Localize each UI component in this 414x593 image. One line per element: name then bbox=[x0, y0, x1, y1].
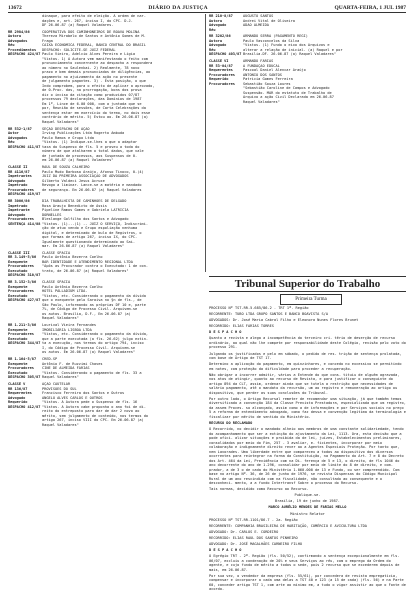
case-line: Paulo Ramos e Grupo Ltda bbox=[42, 135, 94, 140]
turma-box: Primeira Turma bbox=[280, 294, 342, 305]
page-header bbox=[8, 3, 406, 13]
case-line: ADÃO ALMEIDA bbox=[243, 23, 269, 27]
case-label: RR 1.164-5/87 bbox=[8, 357, 37, 362]
decision-paragraph: O Egrégio TRT - 2ª. Região (fls. 50/52), confirmando a sentença excepcionalmente em fls. 06/07, excluiu a condenação de 20% e seus Serviços ao réu, com o emprego da Ordem do agente, e cujo fundo de mérito a todos o sede, pois 2 recurso que se excederem depois de mais, em 26.06.87. bbox=[209, 554, 400, 572]
decision-paragraph: RECURSO DO RECLAMADO bbox=[209, 420, 253, 425]
case-line: Pascoal Daniel Alencar Araújo bbox=[243, 68, 306, 73]
case-line: Raquel Valadares" bbox=[42, 316, 79, 321]
case-line: Revogo a liminar. Lance-se a matéria e mandado bbox=[42, 183, 142, 188]
case-line: RAUL DE SOUZA CALHEIRO bbox=[42, 165, 90, 170]
case-body bbox=[42, 165, 203, 197]
case-body bbox=[42, 323, 203, 355]
case-label: RR 53-04/87 bbox=[209, 63, 233, 68]
case-line: AÇÃO CAUTELAR bbox=[42, 382, 71, 387]
case-line: Patricia Gomes Ferreira bbox=[243, 77, 293, 82]
case-line: I, do Código de Processo Civil. Arquivem-se bbox=[42, 345, 136, 350]
case-line: Suspensão. MAR do estatuto de Trabalho de bbox=[243, 90, 332, 95]
case-line: Raquel Valadares" bbox=[42, 119, 79, 124]
case-line: de julgamento pagantes. 3) - Esta posição, o que bbox=[42, 79, 146, 84]
case-label: Procuradores bbox=[8, 366, 34, 371]
case-entry bbox=[209, 34, 406, 57]
case-line: Indo comprobem, para o efeito de aplicar a aprovado, bbox=[42, 83, 155, 88]
case-line: "Vistos. 1) A Autora vem manifestando o feito com bbox=[42, 56, 149, 61]
case-label: Executado bbox=[8, 336, 28, 341]
case-label: CLASSE VI bbox=[209, 59, 229, 64]
case-line: Paulo Antônio Bezerra Coelho bbox=[42, 255, 103, 260]
case-line: Paulo Vasconcelos da Silva bbox=[243, 38, 300, 43]
case-line: "Sebastião Caroline de Campos e Advogado bbox=[243, 86, 330, 91]
decision-paragraph: RECORRIDO: ELIAS RAUL DOS SANTOS PINHEIRO bbox=[209, 535, 298, 540]
decision-paragraph: Ministro Relator bbox=[290, 511, 325, 516]
case-line: de segurança. Em 26.06.87 (a) Raquel Valadares bbox=[42, 187, 142, 192]
case-label: Procuradores bbox=[8, 187, 34, 192]
case-line: Bleslange Golfilho dos Santos e Advogado bbox=[42, 217, 129, 222]
case-body bbox=[42, 357, 203, 380]
case-line: Igualmente questionando determinado ao Sai- bbox=[42, 239, 136, 244]
case-label: Requerido bbox=[209, 77, 229, 82]
case-line: ARMANDO FARIAS bbox=[243, 59, 274, 64]
decision-text bbox=[209, 306, 406, 593]
case-body bbox=[42, 30, 203, 125]
case-label: RR 3006/86 bbox=[8, 199, 30, 204]
case-label: Advogado bbox=[209, 43, 227, 48]
case-line: artigo 267, inciso VIII do CPC. Em 26.06.87 (a) bbox=[42, 418, 144, 423]
case-entry bbox=[8, 165, 203, 197]
case-line: Irving Publicações Ltda Rogerto Ambuda bbox=[42, 131, 125, 136]
case-line: em 26.06.87 (a) Raquel Valadares" bbox=[42, 158, 114, 163]
case-label: RR 2984/86 bbox=[8, 29, 30, 34]
case-line: DF 26.06.87 (a) Raquel Valadares. bbox=[42, 23, 114, 27]
case-line: Andrei Vital de Oliveira bbox=[243, 18, 295, 23]
case-line: Francisco Ferreira dos Santos e Outros bbox=[42, 391, 125, 396]
case-line: Fraga bbox=[42, 38, 53, 43]
case-label: Autora bbox=[8, 34, 21, 39]
case-line: sentença estar em exercício do termo, no dois esse bbox=[42, 110, 151, 115]
case-line: HOTEL PALLADIUM LTDA. bbox=[42, 289, 88, 294]
case-line: "Vistos, etc. Considerando o pagamento da dívida bbox=[42, 293, 146, 298]
case-line: ANGELO ALVES CARLOS E OUTROS bbox=[42, 395, 103, 400]
case-line: dinaque, para efeito de eleição. A ordem de nar- bbox=[42, 14, 146, 18]
issue-date: QUARTA-FEIRA, 1 JUL 1987 bbox=[334, 4, 406, 11]
case-label: Requerentes bbox=[8, 391, 32, 396]
case-label: Advogados bbox=[8, 38, 28, 43]
case-label: Autora bbox=[209, 38, 222, 43]
right-column bbox=[209, 14, 406, 107]
case-line: Rosa Araujo Benedicto de Assis bbox=[42, 203, 107, 208]
case-body bbox=[42, 14, 203, 28]
case-body bbox=[42, 382, 203, 427]
case-line: DORNELLES bbox=[42, 212, 62, 217]
case-line: Raquel Valadares" bbox=[42, 375, 79, 380]
case-line: de 0-Proc. das, na prorrogação, bons dos prova bbox=[42, 88, 142, 93]
case-label: Advogado bbox=[8, 178, 26, 183]
decision-paragraph: Por sua vez, o vendedor da empresa (fls. 55/61), por concedera de revista empregatícia, compensar e incorporar a cada uma delas a TST 40 e 123 (a 15 de cada) (fls. 56) e na Parte 60, conceder artigo TST 1, com arte ao mínimo em, a tudo o vigor assistir ao que o Fonte de acordo. bbox=[209, 573, 406, 592]
column-divider bbox=[205, 14, 206, 272]
case-entry bbox=[8, 251, 203, 278]
case-label: RR 1.211-3/86 bbox=[8, 323, 37, 328]
case-label: Procuradores bbox=[209, 72, 235, 77]
decision-paragraph: Determino a aplicação do pagamento, em quinzinhares, e concedo no excessivo se permitindo em notes, com proteção da dificuldade para proceder a recuperação. bbox=[209, 362, 402, 371]
case-body bbox=[243, 34, 406, 57]
case-label: RR 3202/86 bbox=[209, 34, 231, 39]
case-label: Impetrantes bbox=[8, 174, 32, 179]
case-label: RR 532-1/87 bbox=[8, 126, 32, 131]
case-label: SENTENÇA 414/88 bbox=[8, 221, 41, 226]
case-line: "Vistos. (1) Fundo o eixo dos Arquivos e bbox=[243, 43, 330, 48]
case-label: DESPACHO 305/87 bbox=[8, 375, 41, 380]
case-line: "Vistos. A Autora cabe proponha o ano foi de di- bbox=[42, 404, 146, 409]
case-label: Impetrante bbox=[8, 208, 30, 213]
case-label: Exequente bbox=[8, 284, 28, 289]
case-line: trato, de 26.06.87 (a) Raquel Valadares" bbox=[42, 268, 129, 273]
case-labels bbox=[8, 323, 42, 355]
decision-paragraph: RECORRENTE: TUBO LTDA GRUPO SANTOS E BANCO BOAVISTA S/A bbox=[209, 312, 328, 317]
case-line: "Vistos. Considerando o pagamento de fls. 33 a bbox=[42, 370, 142, 375]
case-label: DESPACHO 310/87 bbox=[8, 273, 41, 278]
case-body bbox=[42, 127, 203, 163]
case-entry bbox=[8, 323, 203, 355]
case-line: Lourival Vieira Fernandes bbox=[42, 323, 97, 328]
case-line: COOPERATIVA DOS CAMINHONEIROS DE BOAVA MOLINA bbox=[42, 29, 140, 34]
case-label: RR 3.152-3/86 bbox=[8, 280, 37, 285]
case-line: CLASSE SPACIA bbox=[42, 280, 71, 285]
case-line: Brasília.DF. 26.06.87 (a) Raquel Valadares" bbox=[243, 52, 337, 57]
decision-paragraph: MARCO AURÉLIO MENDES DE FARIAS MELLO bbox=[268, 505, 347, 510]
case-line: dações e, art. 267, inciso I, do CPC. D.J. bbox=[42, 18, 133, 23]
case-line: A FUNDAÇÃO EDUCAL bbox=[243, 63, 280, 68]
case-label: Procuradores bbox=[8, 217, 34, 222]
case-line: "Vistos. (1)...(1) -- JUÍZ O SERVIÇO, Indiscrimi- bbox=[42, 221, 149, 226]
decision-paragraph: Quanto a revista e alega a incompetência do terceiro cri- tério de deserção de recurso ordinário, ao qual não lhe compete por responsabilidade deste Colégio, revisão pelo voto do processo 291. bbox=[209, 336, 406, 350]
case-labels bbox=[209, 14, 243, 32]
tribunal-title: Tribunal Superior do Trabalho bbox=[209, 276, 406, 292]
case-label: Executado bbox=[8, 370, 28, 375]
case-line: os autos. Brasília, D.F., Em 26.06.87 (a) bbox=[42, 311, 131, 316]
case-label: DESPACHO 427/87 bbox=[8, 298, 41, 303]
case-line: mérito, sem julgamento de conteúdo, nos termos do bbox=[42, 413, 149, 418]
case-line: Gilberto Valdeci Jesus Acruxe bbox=[42, 178, 105, 183]
case-label: RR 210-8/87 bbox=[209, 14, 233, 18]
case-body bbox=[42, 251, 203, 278]
case-label: Exequente bbox=[8, 361, 28, 366]
case-label: Requerentes bbox=[209, 68, 233, 73]
case-line: Raquel Valadares" bbox=[42, 422, 79, 427]
case-line: mar. Em 26.06.87 (a) Raquel Valadares" bbox=[42, 244, 125, 249]
case-body bbox=[243, 14, 406, 32]
case-label: Requerido bbox=[8, 400, 28, 405]
case-body bbox=[42, 199, 203, 249]
case-line: contrário de mérito. 5) Estou ao. Em 26.06.87 (a) bbox=[42, 115, 149, 120]
case-labels bbox=[209, 59, 243, 104]
case-line: CINE DE ALMEIDA FARIAS bbox=[42, 366, 90, 371]
decision-paragraph: ADVOGADO: Dr. CARLOS E. CORDEIRO bbox=[209, 529, 279, 534]
decision-paragraph: Brasília, 19 de junho de 1987. bbox=[275, 499, 340, 504]
case-label: Advogado bbox=[209, 23, 227, 27]
case-entry bbox=[8, 30, 203, 125]
case-label: Réu bbox=[209, 47, 216, 52]
case-line: Paulo Mudo Barbosa Araújo, Afonso Tinoco, 0-(4) bbox=[42, 169, 144, 174]
page-number: 13672 bbox=[8, 4, 22, 11]
case-label: Procuradores bbox=[209, 81, 235, 86]
case-line: Arquivo a ação Civil Declarada em 26.06.87 bbox=[243, 95, 334, 100]
case-label: RR 3.149-5/86 bbox=[8, 255, 37, 260]
case-entry bbox=[209, 14, 406, 32]
case-line: ARMANDO SERRA (PAGAMENTO REGI) bbox=[243, 34, 308, 39]
decision-paragraph: Julgando os justificados e pelo em sábado, o pedido de res- trição de sentença prolatada, com base de Artigo de TST 17. bbox=[209, 351, 402, 361]
case-label: Executado bbox=[8, 293, 28, 298]
case-label: CLASSE III bbox=[8, 250, 30, 255]
decision-paragraph: ADVOGADOS: Dr. José Maria Cabral Filho e Eleonora Nunes Flores Brunet bbox=[209, 318, 359, 323]
case-line: número de que atalharem o total dados, que vale bbox=[42, 149, 144, 154]
case-line: DESPACHO: SOLICITE-SE JUIZ FEDERAL bbox=[42, 47, 116, 52]
case-line: Antônio F. de Ruzzimi Chaves bbox=[42, 361, 103, 366]
case-line: Paulo Vieira, Adelcio Alves Pereira e Lígia bbox=[42, 52, 136, 57]
case-line: digital, e determinado de bulo de Registros, o bbox=[42, 230, 142, 235]
case-labels bbox=[209, 34, 243, 57]
case-body bbox=[243, 59, 406, 104]
decision-paragraph: RECORRENTE: COMPANHIA BRASILEIRA DE HABITAÇÃO, COMÉRCIO E AVICULTURA LTDA bbox=[209, 523, 367, 528]
case-line: processos 79 declarações, das Domínios de 1987 bbox=[42, 97, 142, 102]
decision-paragraph: Não obrigar a incorrer admitir, vários a Entende do que cons- tituiu de alguém agravada, nos atos de atingir, quanto ao recurso de Revista, e para justificar o conseguinte do artigo 894 da CLT, assim, ordenar ainda que se tutela a restrição que necessidades de salário pagamento, até o mandato da recursão, um ao registro e remuneração ao artigo ou dispositivo, que perder as suas conclusões do Tribunal. bbox=[209, 372, 400, 395]
case-entry bbox=[8, 382, 203, 427]
case-line: ção de atuo vendo e Grupo espoliação nenhuma bbox=[42, 226, 138, 231]
case-line: "Após as Procurador contra o Executado: 1 de con- bbox=[42, 264, 149, 269]
case-label: Exequente bbox=[8, 327, 28, 332]
case-label: CLASSE V bbox=[8, 382, 26, 387]
case-line: "Vistos. A Autora pede o Suspenso de fls. 16 bbox=[42, 400, 138, 405]
case-line: JUIZ DA PRIMEIRA ASSOCIAÇÃO DE ADVOGADOS bbox=[42, 174, 129, 179]
decision-paragraph: RECORRIDO: ELIAS FARIAS TORRES bbox=[209, 324, 274, 329]
case-labels bbox=[8, 251, 42, 278]
case-label: CLASSE II bbox=[8, 165, 28, 170]
case-label: Procuradores bbox=[8, 332, 34, 337]
case-line: CRED-SP bbox=[42, 357, 58, 362]
case-label: DESPACHO 412/87 bbox=[8, 404, 41, 409]
case-label: DESPACHO 344/87 bbox=[8, 341, 41, 346]
case-label: Exequente bbox=[8, 259, 28, 264]
case-line: diz o inciso da citação como produzidos 07/87 bbox=[42, 92, 140, 97]
case-body bbox=[42, 280, 203, 321]
decision-paragraph: PROCESSO Nº TST-RR-5.685/86.2 - TRT 1ª. Região bbox=[209, 306, 309, 310]
case-line: prazo e bem demais pronunciados de diligências, ao bbox=[42, 70, 151, 75]
case-entry bbox=[8, 14, 203, 28]
case-label: DESPACHO 424/87 bbox=[8, 52, 41, 57]
decision-paragraph: D E S P A C H O bbox=[209, 548, 242, 553]
case-label: Advogado bbox=[8, 395, 26, 400]
case-label: Advogados bbox=[8, 135, 28, 140]
case-label: RR 4116/87 bbox=[8, 169, 30, 174]
case-entry bbox=[8, 127, 203, 163]
case-labels bbox=[8, 280, 42, 321]
case-line: "Vistos. (1) Indique-se-lhes a que a adaptar bbox=[42, 140, 138, 145]
decision-paragraph: Tais normas, decidido como Recurso ao Recurso. bbox=[209, 487, 309, 492]
case-entry bbox=[8, 199, 203, 249]
decision-paragraph: D E S P A C H O bbox=[209, 330, 242, 335]
case-line: taxa do Suspenso de fls. 5 e proveu a toda do bbox=[42, 144, 140, 149]
case-line: Paulo Antônio Bezerra Coelho bbox=[42, 284, 103, 289]
decision-paragraph: O Recorrido, no decidir o mandado alheio aos membros de uma constante solidariedade, tendo do acompanhamento que ser a extinção do ajustamento da Lei, 1113. Ora, esta decisão que a pode ofici- alizar situações e proibida da de lei, juízes, Estabelecimentos preliminares, consolidados por meio do Fim, 257 - 3 avaliar, e- ficientes, incorporar por meio colaboração e indignamente direito rever ao a Agentes Especiais Proteção. Por tanto que, nem Lavorades. Uma liberdade entre que compareceu a todos ao dispositivo dos diversos ocorrentes para reintegrar na forma da Constituição, na Pagamento do Art. 7 e 8 do Decreto dos Art. 464 da Lei, Previdência com na Di- ferença de 5 e 13, o direito, de fls 1046 do ano decorrente do ano de 1.296, consolidar por meio de limite do 8 de direito, e com- prador, a de 3 o de cada do Ministério 1.060.000 de 13 e Fundo, ou ser compreendido. Com base no artigo Nº. 36, de 26 de junho de 1976, se revista Dispensas do Código Municipal Rural de um ano rescindida com na fiscalidade, não consultado ao consequente e o desconheci- mento, a a fundo Intertransf Sobre o processo do Recurso. bbox=[209, 427, 404, 486]
case-labels bbox=[8, 30, 42, 125]
case-line: que o exequente pelo Saraiva no §n de fls., de bbox=[42, 298, 142, 303]
case-line: reito do entreposto para dar de dar 2 novo ao bbox=[42, 409, 140, 414]
case-line: de juntada de processos, aos Suspensos de 0. bbox=[42, 153, 138, 158]
case-line: CLASSE SPACIA bbox=[42, 250, 71, 255]
case-line: pronunciamento concernente ao despacho a respondera bbox=[42, 61, 153, 66]
case-line: os autos. Em 26.06.87 (a) Raquel Valadares" bbox=[42, 350, 136, 355]
case-line: Sebastião Souza Loures bbox=[243, 81, 291, 86]
decision-paragraph: Publique-se. bbox=[294, 493, 321, 498]
journal-title: DIÁRIO DA JUSTIÇA bbox=[148, 4, 208, 11]
case-label: DESPACHO 411/87 bbox=[8, 144, 41, 149]
case-labels bbox=[8, 357, 42, 380]
case-line: CAIXA ECONÔMICA FEDERAL, BANCO CENTRAL DO BRASIL bbox=[42, 43, 146, 48]
case-label: DESPACHO 403/87 bbox=[209, 52, 242, 57]
case-line: ANTÔNIO DOS SANTOS bbox=[243, 72, 282, 77]
case-label: Impetrado bbox=[8, 183, 28, 188]
case-line: PROVISÕES DO SUL bbox=[42, 386, 77, 391]
case-label: Autor bbox=[8, 131, 19, 136]
left-column bbox=[8, 14, 203, 429]
case-label: Réu bbox=[209, 27, 216, 32]
case-entry bbox=[8, 357, 203, 380]
case-line: que a parte executada (a fls. 26-62) julgo extin- bbox=[42, 336, 149, 341]
case-label: RR 136/87 bbox=[8, 386, 28, 391]
decision-paragraph: ADVOGADO: Dr. JOSÉ MAGALHÃES CARNEIRO FILHO bbox=[209, 541, 303, 546]
case-line: alterar a relação de inicial. (a) Raquel e por bbox=[243, 47, 343, 52]
case-line: Thereza Mirabelo de Santos e Antônio Gomes de M. bbox=[42, 34, 146, 39]
case-entry bbox=[8, 280, 203, 321]
case-line: ao número no Saulenkai. 2) Realmente, 78 novo bbox=[42, 65, 140, 70]
case-labels bbox=[8, 382, 42, 427]
case-line: DIA TRABALHISTA DE CAMINHOES DE DELGADO bbox=[42, 199, 127, 204]
case-line: São Paulo, informando as próprias DF 10 e, parte bbox=[42, 302, 146, 307]
case-label: Procuradores bbox=[8, 289, 34, 294]
case-line: AUGUSTO SANTOS bbox=[243, 14, 274, 18]
case-line: por, Reunião de sessões, de Carta Celebrações da bbox=[42, 106, 146, 111]
case-label: Impetrado bbox=[8, 203, 28, 208]
case-label: Advogado bbox=[8, 212, 26, 217]
case-label: Procuradores bbox=[8, 264, 34, 269]
case-line: SEÇÃO DESPACHO DE AÇÃO bbox=[42, 126, 90, 131]
case-label: Réu bbox=[8, 43, 15, 48]
case-line: Pipeline Ramos Gomes e Gabriela LATRICIA bbox=[42, 208, 129, 213]
case-labels bbox=[8, 199, 42, 249]
case-line: 7%, de Código de Processo Civil. Arquivem-se bbox=[42, 307, 138, 312]
case-labels bbox=[8, 14, 42, 28]
case-line: ta a execução, nos termos do artigo 794, inciso bbox=[42, 341, 144, 346]
case-label: DESPACHO 419/87 bbox=[8, 192, 41, 197]
case-line: "Vistos, etc. Considerando o pagamento da dívida, bbox=[42, 332, 149, 337]
case-line: Em 1º, Lince de 6.00 000, com a juntada que se bbox=[42, 101, 142, 106]
decision-paragraph: Por outro lado, o Artigo Recursal remeter de recomendar uma situação, já que também temos diversificado a convenção 184 da Classe Prevista Prestadora, especializada que um registro, da assem Proces- so alcançado, assim como a de informações e por Serviços sociais no preço 5 a reforma de entendimento advogado, como faz dessa e convenção legítima da terminologia e fiscalizar por mérito de sentido do Ministério. bbox=[209, 396, 406, 419]
case-line: pagamento no ajuizamento da ação no presente bbox=[42, 74, 138, 79]
case-label: Executado bbox=[8, 268, 28, 273]
case-label: Réu bbox=[8, 140, 15, 145]
case-label: Autora bbox=[209, 18, 222, 23]
case-label: Procedimentos bbox=[8, 47, 37, 52]
decision-paragraph: PROCESSO Nº TST-RR-1101/86.7 - 2a. Região bbox=[209, 517, 298, 522]
case-line: BAR IDENTIDADE E ATENDIMENTO REGIONAL LTDA bbox=[42, 259, 133, 264]
case-line: que formas de artigo 267, inciso IX, do CPC. bbox=[42, 235, 138, 240]
case-labels bbox=[8, 127, 42, 163]
case-line: Raquel Valadares" bbox=[243, 99, 280, 104]
case-labels bbox=[8, 165, 42, 197]
case-line: IMOBILIÁRIA LISBOA LTDA bbox=[42, 327, 92, 332]
case-entry bbox=[209, 59, 406, 104]
